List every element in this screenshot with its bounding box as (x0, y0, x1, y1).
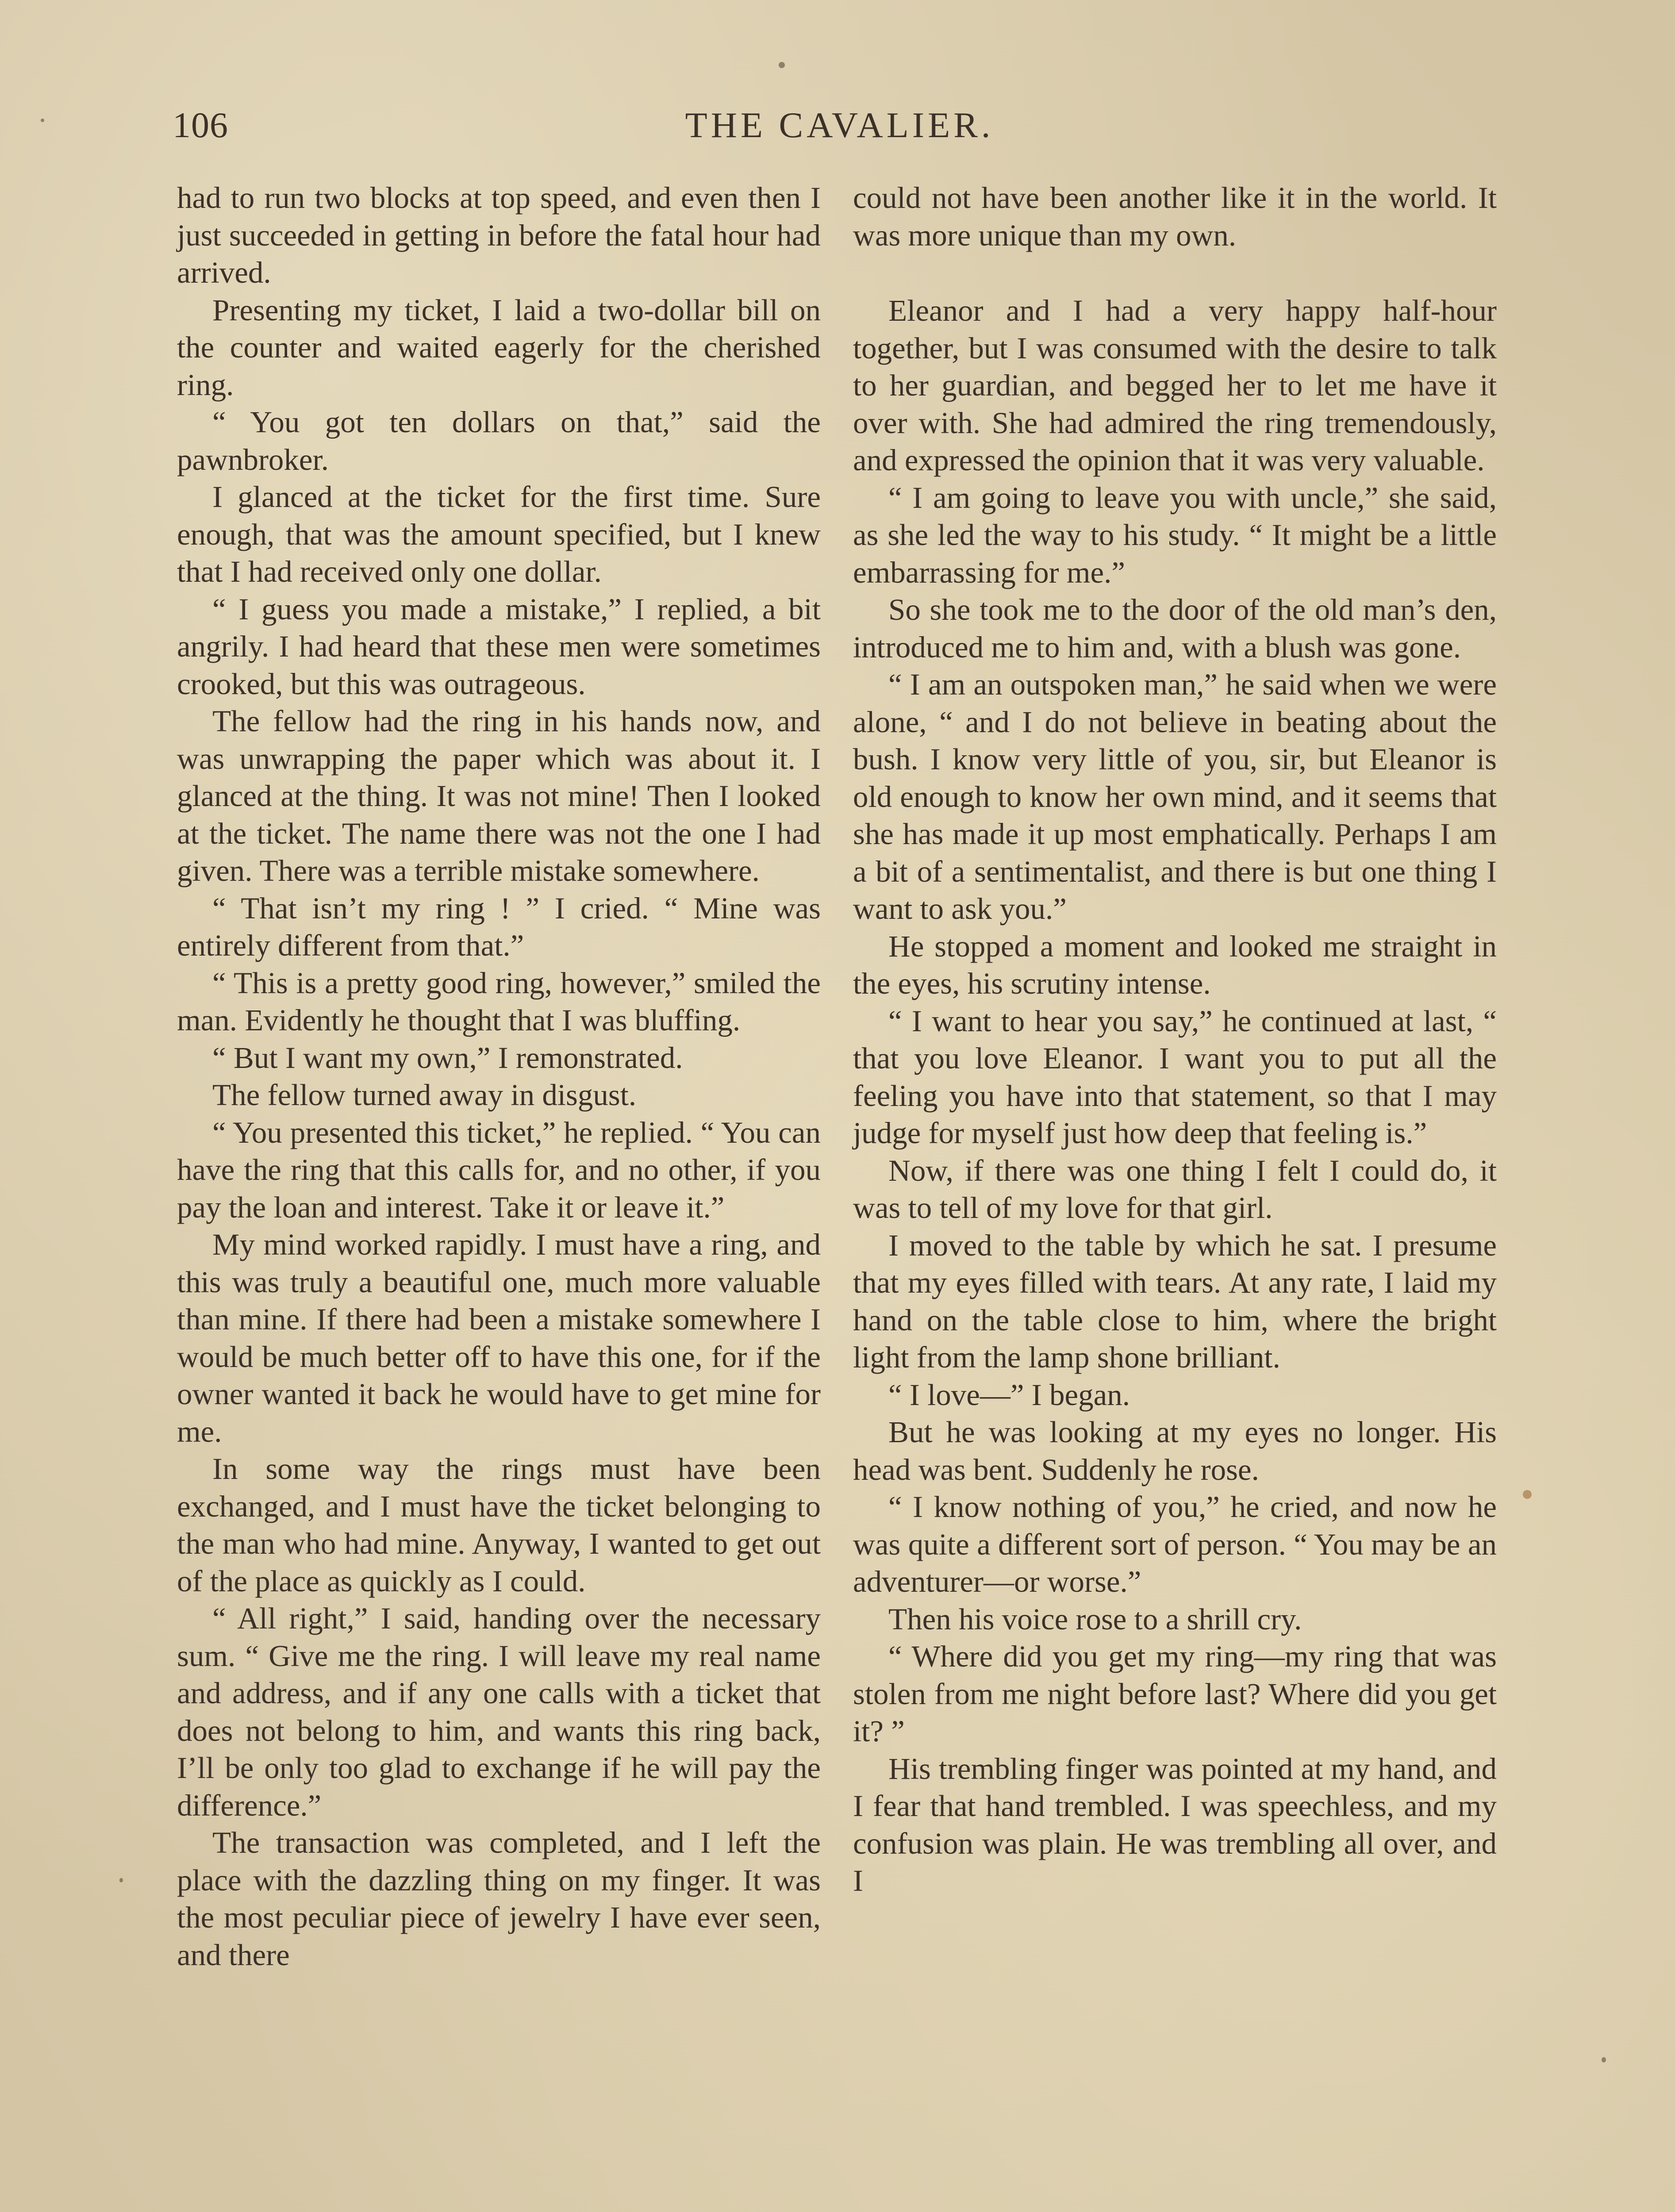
paragraph: I moved to the table by which he sat. I presume that my eyes filled with tears. At any rate, I laid my hand on the table close to him, where the bright light from the lamp shone brilliant. (853, 1228, 1497, 1374)
paragraph: In some way the rings must have been exchanged, and I must have the ticket belonging to the man who had mine. Anyway, I wanted to get out of the place as quickly as I could. (177, 1452, 821, 1598)
paragraph: The fellow had the ring in his hands now, and was unwrapping the paper which was about it. I glanced at the thing. It was not mine! Then I looked at the ticket. The name there was not the one I had given. There was a terrible mistake somewhere. (177, 704, 821, 887)
paragraph: Eleanor and I had a very happy half-hour together, but I was consumed with the desire to talk to her guardian, and begged her to let me have it over with. She had admired the ring tremendously, and expressed the opinion that it was very valuable. (853, 294, 1497, 477)
running-title: THE CAVALIER. (685, 105, 994, 145)
paragraph: “ I want to hear you say,” he continued at last, “ that you love Eleanor. I want you to put all the feeling you have into that statement, so that I may judge for myself just how deep that feeling is.” (853, 1004, 1497, 1150)
paragraph: “ All right,” I said, handing over the necessary sum. “ Give me the ring. I will leave my real name and address, and if any one calls with a ticket that does not belong to him, and wants this ring back, I’ll be only too glad to exchange if he will pay the difference.” (177, 1601, 821, 1822)
paragraph: Presenting my ticket, I laid a two-dollar bill on the counter and waited eagerly for the cherished ring. (177, 293, 821, 402)
left-column (177, 179, 821, 1974)
paper-speck (779, 62, 785, 68)
page-number: 106 (173, 105, 228, 145)
paragraph: had to run two blocks at top speed, and even then I just succeeded in getting in before the fatal hour had arrived. (177, 181, 821, 289)
page-header (173, 101, 1506, 154)
paper-speck (41, 119, 44, 122)
paragraph: “ I know nothing of you,” he cried, and now he was quite a different sort of person. “ You may be an adventurer—or worse.” (853, 1490, 1497, 1598)
paragraph: But he was looking at my eyes no longer. His head was bent. Suddenly he rose. (853, 1415, 1497, 1486)
paragraph: Then his voice rose to a shrill cry. (888, 1602, 1302, 1636)
paragraph: The fellow turned away in disgust. (212, 1078, 637, 1112)
paragraph: “ This is a pretty good ring, however,” smiled the man. Evidently he thought that I was bluffing. (177, 966, 821, 1037)
paragraph: “ I guess you made a mistake,” I replied, a bit angrily. I had heard that these men were sometimes crooked, but this was outrageous. (177, 592, 821, 701)
paragraph: “ I am an outspoken man,” he said when we were alone, “ and I do not believe in beating about the bush. I know very little of you, sir, but Eleanor is old enough to know her own mind, and it seems that she has made it up most emphatically. Perhaps I am a bit of a sentimentalist, and there is but one thing I want to ask you.” (853, 668, 1497, 926)
paragraph: “ You presented this ticket,” he replied. “ You can have the ring that this calls for, and no other, if you pay the loan and interest. Take it or leave it.” (177, 1115, 821, 1224)
paragraph: “ But I want my own,” I remonstrated. (212, 1041, 683, 1075)
paragraph: “ You got ten dollars on that,” said the pawnbroker. (177, 405, 821, 476)
paper-speck (1523, 1490, 1532, 1499)
paragraph: “ I am going to leave you with uncle,” she said, as she led the way to his study. “ It might be a little embarrassing for me.” (853, 480, 1497, 589)
paper-speck (119, 1878, 123, 1882)
paragraph: “ Where did you get my ring—my ring that was stolen from me night before last? Where did you get it? ” (853, 1640, 1497, 1748)
paragraph: “ That isn’t my ring ! ” I cried. “ Mine was entirely different from that.” (177, 891, 821, 962)
right-column (853, 179, 1497, 1900)
paragraph: “ I love—” I began. (888, 1378, 1130, 1412)
paragraph: I glanced at the ticket for the first time. Sure enough, that was the amount specified, but I knew that I had received only one dollar. (177, 480, 821, 588)
paragraph: His trembling finger was pointed at my hand, and I fear that hand trembled. I was speechless, and my confusion was plain. He was trembling all over, and I (853, 1751, 1497, 1897)
paper-speck (1602, 2057, 1606, 2062)
paragraph: So she took me to the door of the old man’s den, introduced me to him and, with a blush was gone. (853, 593, 1497, 664)
paragraph: Now, if there was one thing I felt I could do, it was to tell of my love for that girl. (853, 1153, 1497, 1225)
paragraph: My mind worked rapidly. I must have a ring, and this was truly a beautiful one, much more valuable than mine. If there had been a mistake somewhere I would be much better off to have this one, for if the owner wanted it back he would have to get mine for me. (177, 1228, 821, 1448)
paragraph: He stopped a moment and looked me straight in the eyes, his scrutiny intense. (853, 929, 1497, 1000)
paragraph: could not have been another like it in the world. It was more unique than my own. (853, 181, 1497, 252)
paragraph: The transaction was completed, and I left the place with the dazzling thing on my finger. It was the most peculiar piece of jewelry I have ever seen, and there (177, 1826, 821, 1972)
